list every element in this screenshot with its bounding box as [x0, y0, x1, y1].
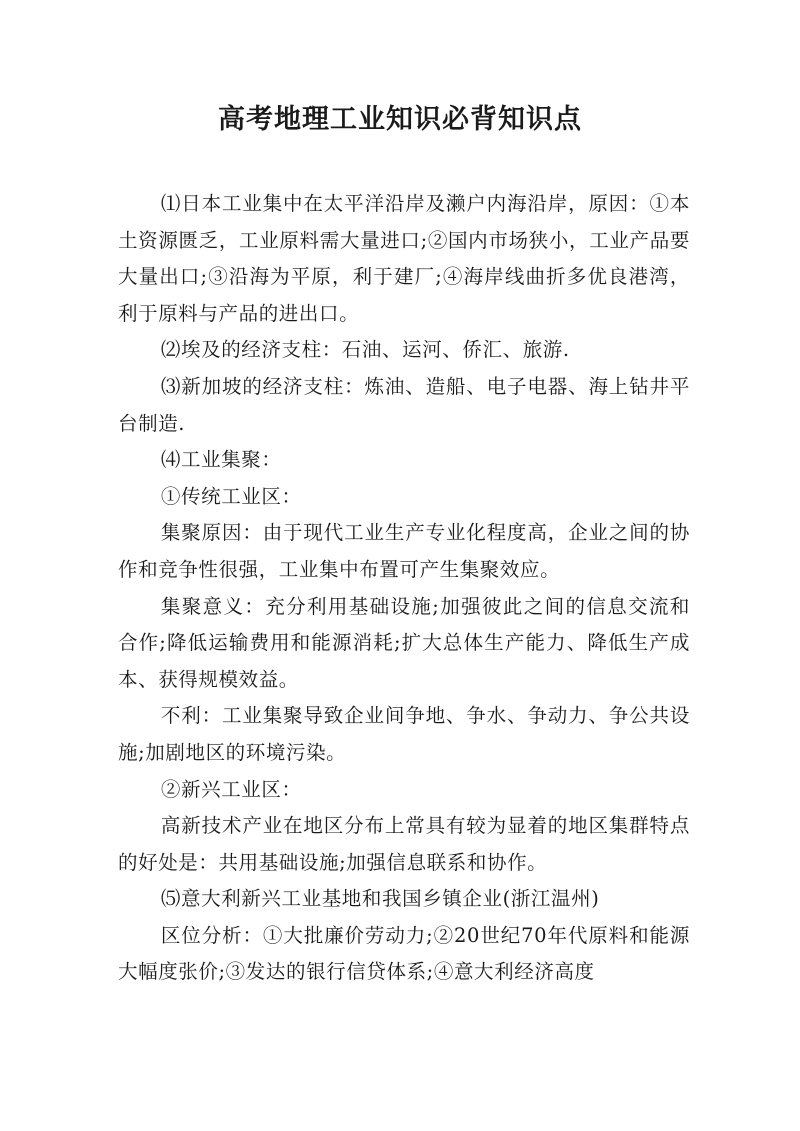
- paragraph: ⑴日本工业集中在太平洋沿岸及濑户内海沿岸，原因：①本土资源匮乏，工业原料需大量进口;②国内市场狭小，工业产品要大量出口;③沿海为平原，利于建厂;④海岸线曲折多优良港湾，利于原料与产品的进出口。: [118, 192, 690, 325]
- paragraph: 区位分析：①大批廉价劳动力;②20世纪70年代原料和能源大幅度张价;③发达的银行信贷体系;④意大利经济高度: [118, 923, 690, 984]
- paragraph: ⑸意大利新兴工业基地和我国乡镇企业(浙江温州): [160, 887, 600, 911]
- paragraph: 集聚原因：由于现代工业生产专业化程度高，企业之间的协作和竞争性很强，工业集中布置可产生集聚效应。: [118, 521, 690, 581]
- paragraph: ⑷工业集聚：: [160, 448, 282, 472]
- paragraph: ②新兴工业区：: [160, 777, 302, 801]
- paragraph: 高新技术产业在地区分布上常具有较为显着的地区集群特点的好处是：共用基础设施;加强信息联系和协作。: [118, 814, 690, 874]
- document-title: 高考地理工业知识必背知识点: [218, 104, 582, 135]
- paragraph: ⑵埃及的经济支柱：石油、运河、侨汇、旅游.: [160, 338, 570, 362]
- paragraph: 不利：工业集聚导致企业间争地、争水、争动力、争公共设施;加剧地区的环境污染。: [118, 704, 690, 764]
- paragraph: 集聚意义：充分利用基础设施;加强彼此之间的信息交流和合作;降低运输费用和能源消耗;扩大总体生产能力、降低生产成本、获得规模效益。: [118, 594, 690, 691]
- paragraph: ⑶新加坡的经济支柱：炼油、造船、电子电器、海上钻井平台制造.: [118, 374, 690, 435]
- paragraph: ①传统工业区：: [160, 484, 302, 508]
- document-body: [118, 186, 690, 991]
